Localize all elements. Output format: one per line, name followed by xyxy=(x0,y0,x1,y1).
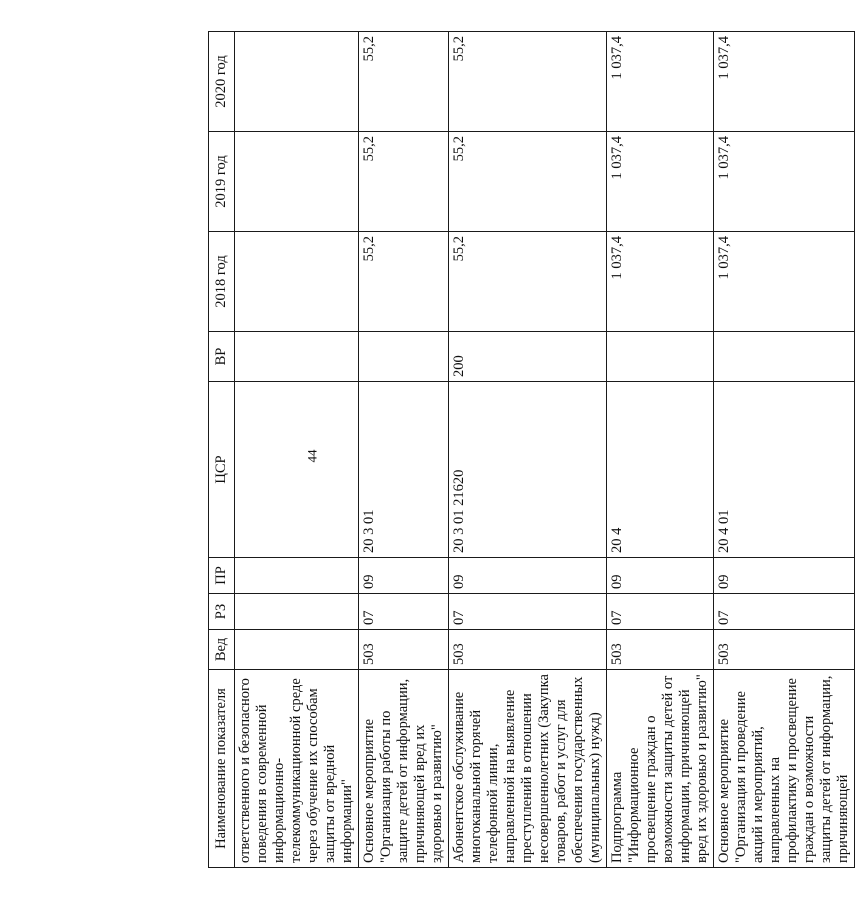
col-header-2020: 2020 год xyxy=(209,32,235,132)
row-2020 xyxy=(235,32,359,132)
col-header-2018: 2018 год xyxy=(209,232,235,332)
row-csr: 20 3 01 xyxy=(359,382,449,558)
row-ved: 503 xyxy=(607,630,714,670)
row-2019: 55,2 xyxy=(449,132,607,232)
table-row xyxy=(449,32,607,868)
col-header-csr: ЦСР xyxy=(209,382,235,558)
row-vr: 200 xyxy=(449,332,607,382)
row-name: Основное мероприятие "Организация работы по защите детей от информации, причиняющей вред их здоровью и развитию" xyxy=(359,670,449,868)
row-csr: 20 3 01 21620 xyxy=(449,382,607,558)
row-csr: 20 4 xyxy=(607,382,714,558)
row-rz: 07 xyxy=(714,594,855,630)
col-header-rz: РЗ xyxy=(209,594,235,630)
row-rz: 07 xyxy=(449,594,607,630)
row-pr: 09 xyxy=(607,558,714,594)
row-vr xyxy=(235,332,359,382)
row-2020: 55,2 xyxy=(359,32,449,132)
row-rz: 07 xyxy=(359,594,449,630)
page-number: 44 xyxy=(304,449,320,463)
row-2019: 55,2 xyxy=(359,132,449,232)
row-pr: 09 xyxy=(359,558,449,594)
row-ved: 503 xyxy=(359,630,449,670)
table-row xyxy=(359,32,449,868)
row-pr: 09 xyxy=(449,558,607,594)
row-ved xyxy=(235,630,359,670)
row-pr xyxy=(235,558,359,594)
row-2020: 55,2 xyxy=(449,32,607,132)
row-2018: 55,2 xyxy=(449,232,607,332)
row-2020: 1 037,4 xyxy=(714,32,855,132)
row-name: Подпрограмма "Информационное просвещение граждан о возможности защиты детей от информации, причиняющей вред их здоровью и развитию" xyxy=(607,670,714,868)
row-name: Основное мероприятие "Организация и проведение акций и мероприятий, направленных на профилактику и просвещение граждан о возможности защиты детей от информации, причиняющей xyxy=(714,670,855,868)
row-2019 xyxy=(235,132,359,232)
col-header-vr: ВР xyxy=(209,332,235,382)
row-2018: 1 037,4 xyxy=(607,232,714,332)
col-header-name: Наименование показателя xyxy=(209,670,235,868)
header-row xyxy=(209,32,235,868)
table-row xyxy=(714,32,855,868)
row-2018: 55,2 xyxy=(359,232,449,332)
col-header-2019: 2019 год xyxy=(209,132,235,232)
row-ved: 503 xyxy=(449,630,607,670)
row-vr xyxy=(359,332,449,382)
row-rz: 07 xyxy=(607,594,714,630)
row-2019: 1 037,4 xyxy=(714,132,855,232)
row-vr xyxy=(607,332,714,382)
row-rz xyxy=(235,594,359,630)
row-pr: 09 xyxy=(714,558,855,594)
col-header-ved: Вед xyxy=(209,630,235,670)
row-2018 xyxy=(235,232,359,332)
col-header-pr: ПР xyxy=(209,558,235,594)
row-csr: 20 4 01 xyxy=(714,382,855,558)
budget-table xyxy=(208,31,855,868)
row-vr xyxy=(714,332,855,382)
row-ved: 503 xyxy=(714,630,855,670)
row-csr xyxy=(235,382,359,558)
row-name: ответственного и безопасного поведения в современной информационно-телекоммуникационной среде через обучение их способам защиты от вредной информации" xyxy=(235,670,359,868)
table-row xyxy=(607,32,714,868)
row-2018: 1 037,4 xyxy=(714,232,855,332)
rotated-page-content xyxy=(208,32,851,868)
row-2020: 1 037,4 xyxy=(607,32,714,132)
table-row xyxy=(235,32,359,868)
row-name: Абонентское обслуживание многоканальной горячей телефонной линии, направленной на выявление преступлений в отношении несовершеннолетних (Закупка товаров, работ и услуг для обеспечения государственных (муниципальных) нужд) xyxy=(449,670,607,868)
row-2019: 1 037,4 xyxy=(607,132,714,232)
